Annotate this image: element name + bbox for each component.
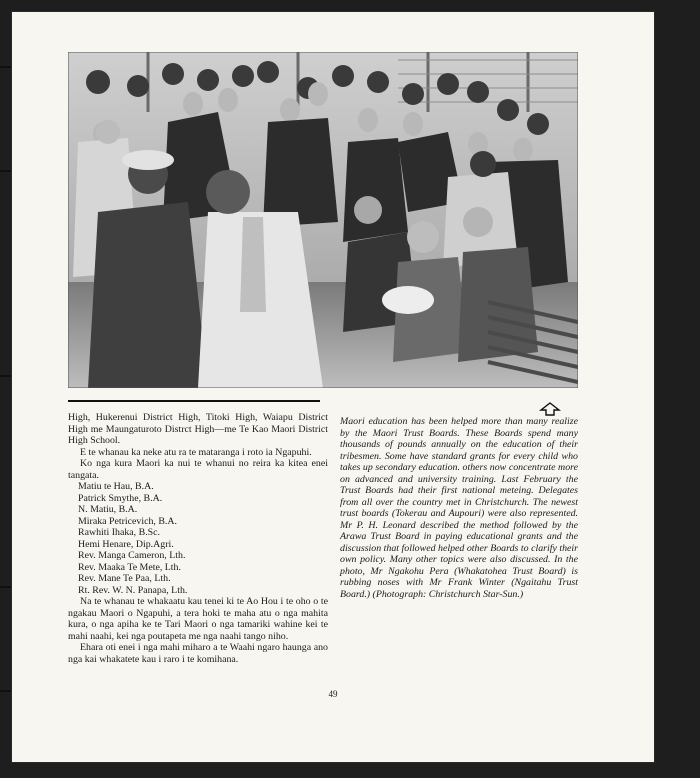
paragraph: Ko nga kura Maori ka nui te whanui no reira ka kitea enei tangata. xyxy=(68,458,328,481)
up-arrow-icon xyxy=(538,401,562,417)
list-item: Rev. Maaka Te Mete, Lth. xyxy=(78,561,181,573)
binding-mark xyxy=(0,170,12,172)
paragraph: Ehara oti enei i nga mahi miharo a te Waahi ngaro haunga ano nga kai whakatete kau i raro i te komihana. xyxy=(68,642,328,665)
list-item: Miraka Petricevich, B.A. xyxy=(78,515,177,527)
group-photograph xyxy=(68,52,578,388)
list-item: Hemi Henare, Dip.Agri. xyxy=(78,538,174,550)
paragraph: Na te whanau te whakaatu kau tenei ki te Ao Hou i te oho o te ngakau Maori o Ngapuhi, a tera hoki te maha atu o nga mahita kura, o nga apiha ke te Tari Maori o nga tamariki wahine kei te mahi naahi, kei nga poutapeta me nga naahi tango niho. xyxy=(68,596,328,642)
photo-illustration xyxy=(68,52,578,388)
column-rule xyxy=(68,400,320,402)
photo-caption: Maori education has been helped more than many realize by the Maori Trust Boards. These Boards spend many thousands of pounds annually on the education of their tribesmen. Some have standard grants for every child who takes up secondary education. others now concentrate more on advanced and university training. Last February the Trust Boards had their first national meteing. Delegates from all over the country met in Christchurch. The newest trust boards (Tokerau and Aupouri) were also represented. Mr P. H. Leonard described the method followed by the Arawa Trust Board in paying educational grants and the discussion that followed helped other Boards to clarify their own policy. Many other topics were also discussed. In the photo, Mr Ngakohu Pera (Whakatohea Trust Board) is rubbing noses with Mr Frank Winter (Ngaitahu Trust Board.) (Photograph: Christchurch Star-Sun.) xyxy=(340,416,578,600)
list-item: Patrick Smythe, B.A. xyxy=(78,492,163,504)
list-item: Rawhiti Ihaka, B.Sc. xyxy=(78,527,161,538)
maori-text-column xyxy=(68,412,328,665)
page-number: 49 xyxy=(328,689,338,699)
list-item: Rt. Rev. W. N. Panapa, Lth. xyxy=(78,584,188,596)
list-item: N. Matiu, B.A. xyxy=(78,504,138,515)
list-item: Matiu te Hau, B.A. xyxy=(78,481,154,492)
photo-caption-column xyxy=(340,416,578,600)
list-item: Rev. Mane Te Paa, Lth. xyxy=(78,573,171,584)
graduates-list xyxy=(78,481,328,596)
paragraph: High, Hukerenui District High, Titoki High, Waiapu District High me Maungaturoto Distrct High—me Te Kao Maori District High School. xyxy=(68,412,328,446)
magazine-page xyxy=(12,12,654,762)
paragraph: E te whanau ka neke atu ra te mataranga i roto ia Ngapuhi. xyxy=(80,446,312,458)
list-item: Rev. Manga Cameron, Lth. xyxy=(78,550,186,561)
